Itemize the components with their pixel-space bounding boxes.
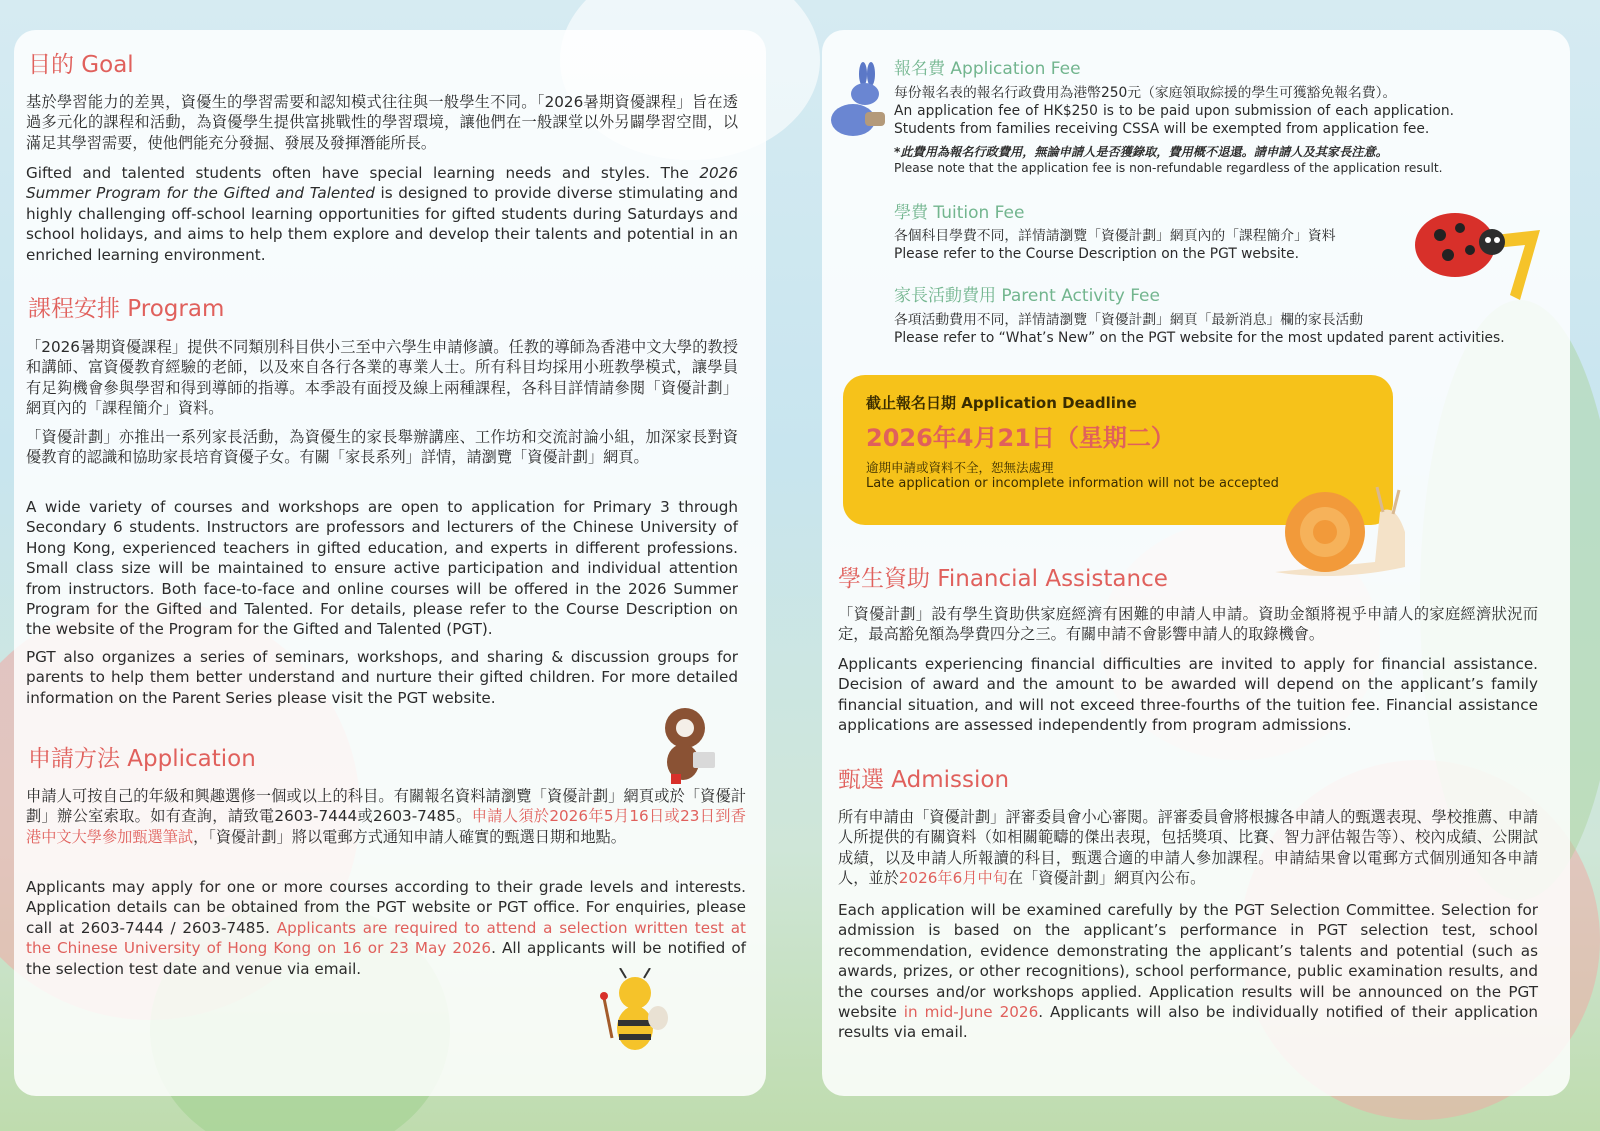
- program-en-text-2: PGT also organizes a series of seminars, workshops, and sharing & discussion groups for parents to help them better understand and nurture their gifted children. For more detailed information on the Parent Series please visit the PGT website.: [26, 648, 738, 707]
- application-fee-zh: 每份報名表的報名行政費用為港幣250元（家庭領取綜援的學生可獲豁免報名費）。: [894, 85, 1397, 101]
- financial-assistance-zh: 「資優計劃」設有學生資助供家庭經濟有困難的申請人申請。資助金額將視乎申請人的家庭經濟狀況而定，最高豁免額為學費四分之三。有關申請不會影響申請人的取錄機會。: [838, 605, 1538, 644]
- admission-heading: 甄選 Admission: [838, 767, 1010, 793]
- results-date-zh: 2026年6月中旬: [898, 869, 1008, 888]
- admission-zh: 所有申請由「資優計劃」評審委員會小心審閱。評審委員會將根據各申請人的甄選表現、學校推薦、申請人所提供的有關資料（如相關範疇的傑出表現，包括獎項、比賽、智力評估報告等）、校內成績、公開試成績，以及申請人所報讀的科目，甄選合適的申請人參加課程。申請結果會以電郵方式個別通知各申請人，並於2026年6月中旬在「資優計劃」網頁內公布。: [838, 808, 1538, 888]
- snail-illustration: [1265, 472, 1415, 592]
- application-fee-en: An application fee of HK$250 is to be paid upon submission of each application. Students from families receiving CSSA will be exempted from application fee.: [894, 103, 1454, 137]
- application-zh-text: 申請人可按自己的年級和興趣選修一個或以上的科目。有關報名資料請瀏覽「資優計劃」網頁或於「資優計劃」辦公室索取。如有查詢，請致電2603-7444或2603-7485。申請人須於2026年5月16日或23日到香港中文大學參加甄選筆試，「資優計劃」將以電郵方式通知申請人確實的甄選日期和地點。: [26, 787, 746, 846]
- deadline-date: 2026年4月21日（星期二）: [866, 424, 1175, 452]
- application-fee-note-en: Please note that the application fee is non-refundable regardless of the application result.: [894, 161, 1443, 175]
- selection-test-date-zh: 申請人須於2026年5月16日或23日到香港中文大學參加甄選筆試: [26, 807, 746, 846]
- deadline-note-en: Late application or incomplete information will not be accepted: [866, 476, 1279, 491]
- parent-activity-fee-heading: 家長活動費用 Parent Activity Fee: [894, 286, 1160, 306]
- goal-en-text: Gifted and talented students often have special learning needs and styles. The 2026 Summer Program for the Gifted and Talented is designed to provide diverse stimulating and highly challenging off-school learning opportunities for gifted students during Saturdays and school holidays, and aims to help them explore and develop their talents and potential in an enriched learning environment.: [26, 164, 738, 264]
- financial-assistance-en: Applicants experiencing financial difficulties are invited to apply for financial assistance. Decision of award and the amount to be awarded will depend on the applicant’s family financial situation, and will not exceed three-fourths of the tuition fee. Financial assistance applications are assessed independently from program admissions.: [838, 655, 1538, 735]
- tuition-fee-heading: 學費 Tuition Fee: [894, 203, 1025, 223]
- application-en-text: Applicants may apply for one or more courses according to their grade levels and interests. Application details can be obtained from the PGT website or PGT office. For enquiries, please call at 2603-7444 / 2603-7485. Applicants are required to attend a selection written test at the Chinese University of Hong Kong on 16 or 23 May 2026. All applicants will be notified of the selection test date and venue via email.: [26, 878, 746, 978]
- program-heading: 課程安排 Program: [28, 296, 225, 322]
- application-fee-heading: 報名費 Application Fee: [894, 59, 1081, 79]
- beetle-illustration: [645, 700, 725, 790]
- deadline-label: 截止報名日期 Application Deadline: [866, 394, 1137, 412]
- goal-zh-text: 基於學習能力的差異，資優生的學習需要和認知模式往往與一般學生不同。「2026暑期資優課程」旨在透過多元化的課程和活動，為資優學生提供富挑戰性的學習環境，讓他們在一般課堂以外另闢學習空間，以滿足其學習需要，使他們能充分發掘、發展及發揮潛能所長。: [26, 93, 738, 152]
- program-title-italic: 2026 Summer Program for the Gifted and Talented: [26, 164, 738, 203]
- program-en-text-1: A wide variety of courses and workshops are open to application for Primary 3 through Secondary 6 students. Instructors are professors and lecturers of the Chinese University of Hong Kong, experienced teachers in gifted education, and experts in different professions. Small class size will be maintained to ensure active participation and individual attention from instructors. Both face-to-face and online courses will be offered in the 2026 Summer Program for the Gifted and Talented. For details, please refer to the Course Description on the website of the Program for the Gifted and Talented (PGT).: [26, 498, 738, 639]
- results-date-en: in mid-June 2026: [903, 1003, 1039, 1022]
- parent-activity-fee-en: Please refer to “What’s New” on the PGT website for the most updated parent activities.: [894, 330, 1505, 346]
- deadline-note-zh: 逾期申請或資料不全，恕無法處理: [866, 460, 1054, 475]
- ladybug-illustration: [1400, 200, 1550, 310]
- parent-activity-fee-zh: 各項活動費用不同，詳情請瀏覽「資優計劃」網頁「最新消息」欄的家長活動: [894, 312, 1364, 328]
- application-fee-note-zh: *此費用為報名行政費用，無論申請人是否獲錄取，費用概不退還。請申請人及其家長注意。: [894, 145, 1388, 159]
- bee-illustration: [590, 968, 680, 1063]
- admission-en: Each application will be examined carefully by the PGT Selection Committee. Selection for admission is based on the applicant’s performance in PGT selection test, school recommendation, evidence demonstrating the applicant’s talents and potential (such as awards, prizes, or other recognitions), school performance, public examination results, and the courses and/or workshops applied. Application results will be announced on the PGT website in mid-June 2026. Applicants will also be individually notified of their application results via email.: [838, 901, 1538, 1042]
- financial-assistance-heading: 學生資助 Financial Assistance: [838, 566, 1168, 592]
- rabbit-illustration: [825, 62, 895, 152]
- program-zh-text-1: 「2026暑期資優課程」提供不同類別科目供小三至中六學生申請修讀。任教的導師為香港中文大學的教授和講師、富資優教育經驗的老師，以及來自各行各業的專業人士。所有科目均採用小班教學模式，讓學員有足夠機會參與學習和得到導師的指導。本季設有面授及線上兩種課程，各科目詳情請參閱「資優計劃」網頁內的「課程簡介」資料。: [26, 338, 738, 418]
- program-zh-text-2: 「資優計劃」亦推出一系列家長活動，為資優生的家長舉辦講座、工作坊和交流討論小組，加深家長對資優教育的認識和協助家長培育資優子女。有關「家長系列」詳情，請瀏覽「資優計劃」網頁。: [26, 428, 738, 467]
- selection-test-date-en: Applicants are required to attend a selection written test at the Chinese University of Hong Kong on 16 or 23 May 2026: [26, 918, 746, 958]
- tuition-fee-en: Please refer to the Course Description on the PGT website.: [894, 246, 1299, 262]
- application-heading: 申請方法 Application: [28, 746, 256, 772]
- tuition-fee-zh: 各個科目學費不同，詳情請瀏覽「資優計劃」網頁內的「課程簡介」資料: [894, 228, 1336, 244]
- goal-heading: 目的 Goal: [28, 52, 134, 78]
